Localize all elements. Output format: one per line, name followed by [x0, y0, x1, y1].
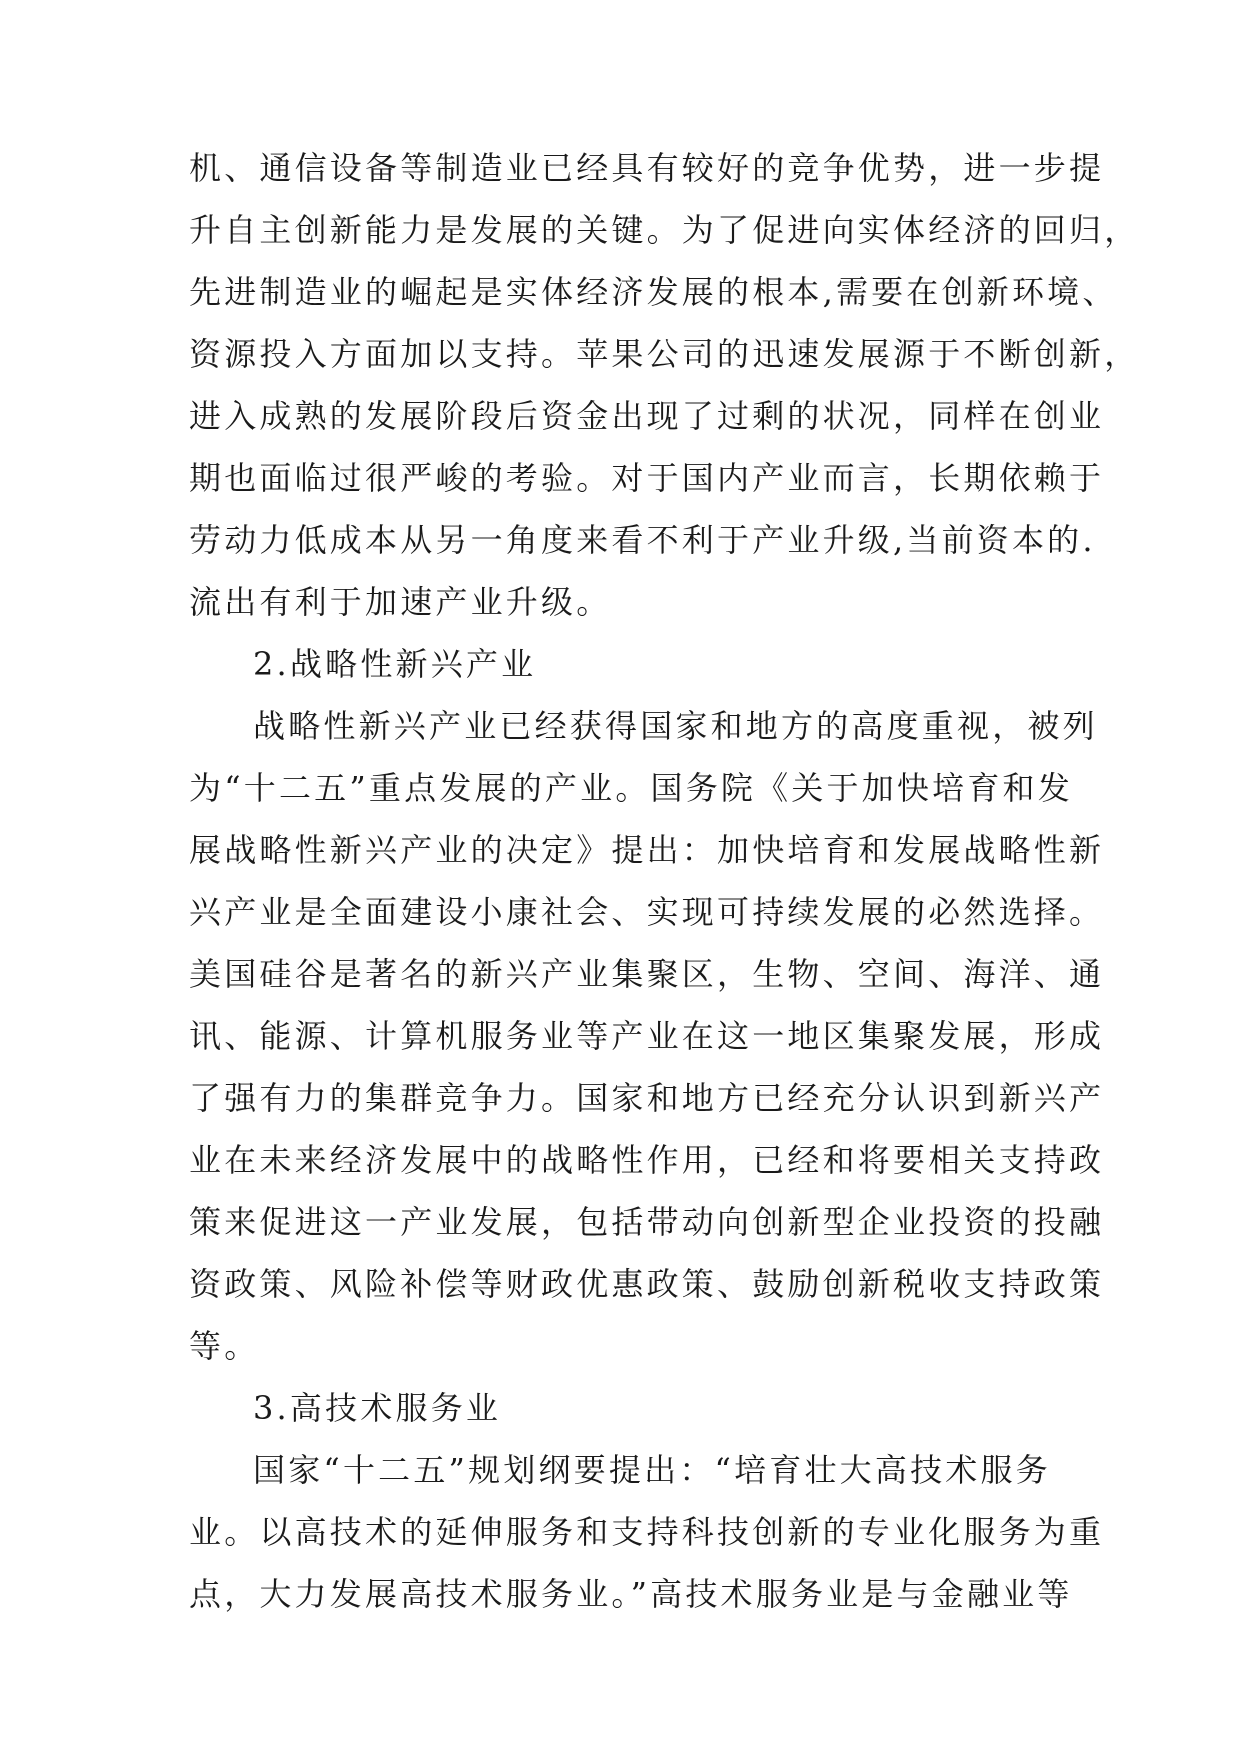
text-line: 先进制造业的崛起是实体经济发展的根本,需要在创新环境、 — [189, 273, 1118, 311]
text-line: 点，大力发展高技术服务业。”高技术服务业是与金融业等 — [189, 1575, 1073, 1613]
paragraph-first-line: 战略性新兴产业已经获得国家和地方的高度重视，被列 — [253, 707, 1098, 745]
section-heading: 3.高技术服务业 — [253, 1389, 502, 1427]
text-line: 业。以高技术的延伸服务和支持科技创新的专业化服务为重 — [189, 1513, 1105, 1551]
text-line: 为“十二五”重点发展的产业。国务院《关于加快培育和发 — [189, 769, 1073, 807]
paragraph-first-line: 国家“十二五”规划纲要提出：“培育壮大高技术服务 — [253, 1451, 1051, 1489]
section-heading: 2.战略性新兴产业 — [253, 645, 537, 683]
text-line: 资政策、风险补偿等财政优惠政策、鼓励创新税收支持政策 — [189, 1265, 1105, 1303]
text-line: 策来促进这一产业发展，包括带动向创新型企业投资的投融 — [189, 1203, 1105, 1241]
text-line: 升自主创新能力是发展的关键。为了促进向实体经济的回归， — [189, 211, 1140, 249]
text-line: 机、通信设备等制造业已经具有较好的竞争优势，进一步提 — [189, 149, 1105, 187]
text-line: 流出有利于加速产业升级。 — [189, 583, 612, 621]
text-line: 劳动力低成本从另一角度来看不利于产业升级,当前资本的. — [189, 521, 1096, 559]
text-line: 进入成熟的发展阶段后资金出现了过剩的状况，同样在创业 — [189, 397, 1105, 435]
text-line: 展战略性新兴产业的决定》提出：加快培育和发展战略性新 — [189, 831, 1105, 869]
text-line: 兴产业是全面建设小康社会、实现可持续发展的必然选择。 — [189, 893, 1105, 931]
text-line: 期也面临过很严峻的考验。对于国内产业而言，长期依赖于 — [189, 459, 1105, 497]
text-line: 等。 — [189, 1327, 260, 1365]
text-line: 讯、能源、计算机服务业等产业在这一地区集聚发展，形成 — [189, 1017, 1105, 1055]
text-line: 业在未来经济发展中的战略性作用，已经和将要相关支持政 — [189, 1141, 1105, 1179]
text-line: 资源投入方面加以支持。苹果公司的迅速发展源于不断创新， — [189, 335, 1140, 373]
text-line: 了强有力的集群竞争力。国家和地方已经充分认识到新兴产 — [189, 1079, 1105, 1117]
text-line: 美国硅谷是著名的新兴产业集聚区，生物、空间、海洋、通 — [189, 955, 1105, 993]
